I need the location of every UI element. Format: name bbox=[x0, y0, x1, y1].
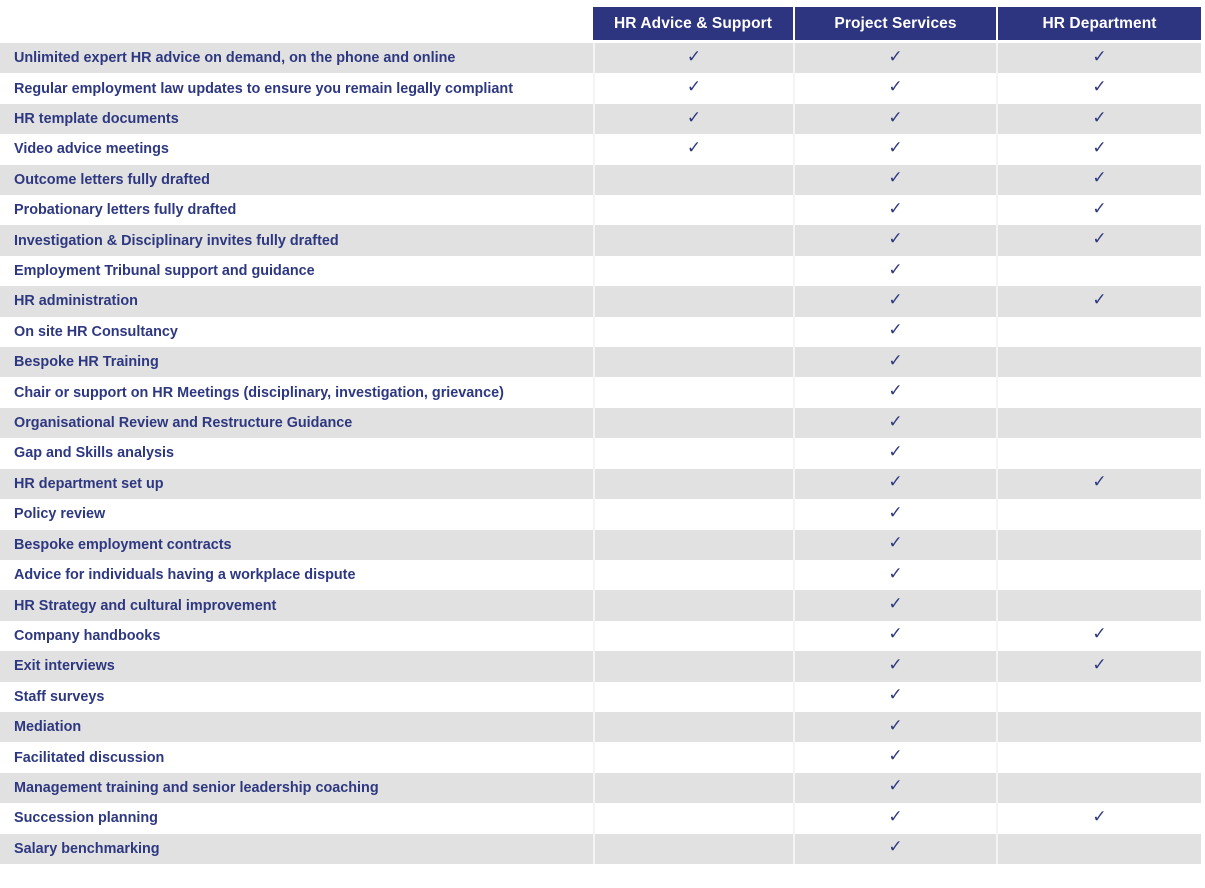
row-feature-label: HR Strategy and cultural improvement bbox=[14, 597, 277, 614]
cell-project-services bbox=[793, 742, 996, 772]
cell-hr-department bbox=[996, 347, 1201, 377]
check-icon: ✓ bbox=[888, 441, 903, 462]
table-row bbox=[0, 834, 1201, 864]
row-feature-label: Gap and Skills analysis bbox=[14, 445, 174, 462]
check-icon: ✓ bbox=[1092, 77, 1107, 98]
table-row bbox=[0, 590, 1201, 620]
row-feature-label: Organisational Review and Restructure Guidance bbox=[14, 415, 353, 432]
check-icon: ✓ bbox=[888, 746, 903, 767]
table-row bbox=[0, 712, 1201, 742]
cell-project-services bbox=[793, 43, 996, 73]
cell-project-services bbox=[793, 195, 996, 225]
check-icon: ✓ bbox=[888, 229, 903, 250]
check-icon: ✓ bbox=[1092, 168, 1107, 189]
row-feature-label: Probationary letters fully drafted bbox=[14, 202, 237, 219]
cell-hr-department bbox=[996, 438, 1201, 468]
check-icon: ✓ bbox=[888, 715, 903, 736]
row-feature-label: Regular employment law updates to ensure you remain legally compliant bbox=[14, 80, 513, 97]
check-icon: ✓ bbox=[888, 46, 903, 67]
check-icon: ✓ bbox=[686, 46, 702, 67]
row-feature-label: Succession planning bbox=[14, 810, 158, 827]
table-row bbox=[0, 469, 1201, 499]
cell-project-services bbox=[793, 834, 996, 864]
cell-hr-department bbox=[996, 651, 1201, 681]
cell-hr-department bbox=[996, 560, 1201, 590]
cell-hr-advice-support bbox=[593, 651, 793, 681]
check-icon: ✓ bbox=[888, 320, 903, 341]
cell-hr-department bbox=[996, 499, 1201, 529]
row-feature-label: Unlimited expert HR advice on demand, on the phone and online bbox=[14, 50, 456, 67]
check-icon: ✓ bbox=[1092, 806, 1107, 827]
cell-hr-advice-support bbox=[593, 286, 793, 316]
table-row bbox=[0, 621, 1201, 651]
check-icon: ✓ bbox=[1092, 289, 1107, 310]
cell-hr-advice-support bbox=[593, 134, 793, 164]
cell-hr-advice-support bbox=[593, 834, 793, 864]
cell-hr-department bbox=[996, 225, 1201, 255]
row-feature-label: Video advice meetings bbox=[14, 141, 169, 158]
cell-hr-advice-support bbox=[593, 560, 793, 590]
table-row bbox=[0, 438, 1201, 468]
cell-hr-advice-support bbox=[593, 590, 793, 620]
table-row bbox=[0, 742, 1201, 772]
table-header-row bbox=[593, 7, 1201, 40]
cell-hr-department bbox=[996, 165, 1201, 195]
row-feature-label: Outcome letters fully drafted bbox=[14, 171, 210, 188]
cell-project-services bbox=[793, 408, 996, 438]
check-icon: ✓ bbox=[1092, 107, 1107, 128]
table-row bbox=[0, 43, 1201, 73]
row-feature-label: Salary benchmarking bbox=[14, 840, 160, 857]
cell-hr-department bbox=[996, 43, 1201, 73]
cell-hr-department bbox=[996, 104, 1201, 134]
row-feature-label: Bespoke employment contracts bbox=[14, 536, 232, 553]
row-feature-label: HR template documents bbox=[14, 111, 179, 128]
cell-project-services bbox=[793, 773, 996, 803]
check-icon: ✓ bbox=[888, 381, 903, 402]
cell-hr-department bbox=[996, 621, 1201, 651]
table-row bbox=[0, 104, 1201, 134]
cell-project-services bbox=[793, 560, 996, 590]
row-feature-label: Company handbooks bbox=[14, 627, 161, 644]
cell-hr-advice-support bbox=[593, 803, 793, 833]
cell-project-services bbox=[793, 590, 996, 620]
check-icon: ✓ bbox=[888, 776, 903, 797]
cell-hr-advice-support bbox=[593, 256, 793, 286]
cell-hr-advice-support bbox=[593, 43, 793, 73]
row-feature-label: HR department set up bbox=[14, 475, 164, 492]
cell-hr-advice-support bbox=[593, 742, 793, 772]
row-feature-label: HR administration bbox=[14, 293, 138, 310]
check-icon: ✓ bbox=[1092, 137, 1107, 158]
cell-hr-department bbox=[996, 834, 1201, 864]
check-icon: ✓ bbox=[888, 685, 903, 706]
check-icon: ✓ bbox=[888, 198, 903, 219]
table-row bbox=[0, 225, 1201, 255]
row-feature-label: Mediation bbox=[14, 719, 82, 736]
check-icon: ✓ bbox=[888, 259, 903, 280]
row-feature-label: Investigation & Disciplinary invites fully drafted bbox=[14, 232, 339, 249]
check-icon: ✓ bbox=[888, 137, 903, 158]
cell-hr-department bbox=[996, 134, 1201, 164]
cell-hr-department bbox=[996, 73, 1201, 103]
cell-hr-advice-support bbox=[593, 347, 793, 377]
check-icon: ✓ bbox=[888, 624, 903, 645]
cell-hr-advice-support bbox=[593, 499, 793, 529]
cell-project-services bbox=[793, 530, 996, 560]
check-icon: ✓ bbox=[888, 107, 903, 128]
check-icon: ✓ bbox=[888, 411, 903, 432]
cell-hr-advice-support bbox=[593, 530, 793, 560]
column-header-project-services: Project Services bbox=[793, 7, 996, 40]
cell-hr-department bbox=[996, 742, 1201, 772]
row-feature-label: Employment Tribunal support and guidance bbox=[14, 263, 315, 280]
check-icon: ✓ bbox=[1092, 198, 1107, 219]
table-row bbox=[0, 408, 1201, 438]
cell-project-services bbox=[793, 712, 996, 742]
check-icon: ✓ bbox=[1092, 472, 1107, 493]
check-icon: ✓ bbox=[1092, 229, 1107, 250]
table-row bbox=[0, 377, 1201, 407]
cell-hr-advice-support bbox=[593, 773, 793, 803]
cell-hr-department bbox=[996, 408, 1201, 438]
row-feature-label: Chair or support on HR Meetings (disciplinary, investigation, grievance) bbox=[14, 384, 504, 401]
cell-project-services bbox=[793, 347, 996, 377]
table-row bbox=[0, 803, 1201, 833]
cell-project-services bbox=[793, 165, 996, 195]
cell-hr-advice-support bbox=[593, 225, 793, 255]
cell-hr-advice-support bbox=[593, 469, 793, 499]
row-feature-label: Exit interviews bbox=[14, 658, 115, 675]
cell-hr-department bbox=[996, 286, 1201, 316]
check-icon: ✓ bbox=[1092, 624, 1107, 645]
cell-hr-department bbox=[996, 377, 1201, 407]
row-feature-label: Management training and senior leadership coaching bbox=[14, 779, 379, 796]
cell-hr-advice-support bbox=[593, 438, 793, 468]
cell-hr-advice-support bbox=[593, 73, 793, 103]
cell-hr-department bbox=[996, 530, 1201, 560]
check-icon: ✓ bbox=[888, 472, 903, 493]
cell-hr-department bbox=[996, 773, 1201, 803]
table-row bbox=[0, 773, 1201, 803]
cell-hr-advice-support bbox=[593, 712, 793, 742]
row-feature-label: Facilitated discussion bbox=[14, 749, 165, 766]
cell-hr-department bbox=[996, 590, 1201, 620]
column-header-hr-advice-support: HR Advice & Support bbox=[613, 14, 773, 32]
table-row bbox=[0, 560, 1201, 590]
cell-project-services bbox=[793, 438, 996, 468]
column-header-hr-department: HR Department bbox=[996, 7, 1201, 40]
cell-project-services bbox=[793, 621, 996, 651]
table-row bbox=[0, 286, 1201, 316]
table-row bbox=[0, 530, 1201, 560]
table-row bbox=[0, 256, 1201, 286]
row-feature-label: Bespoke HR Training bbox=[14, 354, 159, 371]
cell-hr-advice-support bbox=[593, 408, 793, 438]
cell-hr-advice-support bbox=[593, 682, 793, 712]
cell-project-services bbox=[793, 499, 996, 529]
row-feature-label: Staff surveys bbox=[14, 688, 105, 705]
cell-hr-department bbox=[996, 712, 1201, 742]
cell-hr-department bbox=[996, 195, 1201, 225]
cell-project-services bbox=[793, 134, 996, 164]
check-icon: ✓ bbox=[888, 563, 903, 584]
table-row bbox=[0, 73, 1201, 103]
table-row bbox=[0, 195, 1201, 225]
check-icon: ✓ bbox=[1092, 654, 1107, 675]
cell-hr-department bbox=[996, 682, 1201, 712]
cell-hr-advice-support bbox=[593, 621, 793, 651]
check-icon: ✓ bbox=[888, 502, 903, 523]
cell-hr-advice-support bbox=[593, 377, 793, 407]
cell-hr-advice-support bbox=[593, 104, 793, 134]
cell-hr-department bbox=[996, 469, 1201, 499]
check-icon: ✓ bbox=[888, 350, 903, 371]
cell-project-services bbox=[793, 651, 996, 681]
check-icon: ✓ bbox=[888, 837, 903, 858]
table-row bbox=[0, 499, 1201, 529]
check-icon: ✓ bbox=[1092, 46, 1107, 67]
table-row bbox=[0, 651, 1201, 681]
check-icon: ✓ bbox=[888, 77, 903, 98]
row-feature-label: On site HR Consultancy bbox=[14, 323, 178, 340]
check-icon: ✓ bbox=[888, 533, 903, 554]
check-icon: ✓ bbox=[888, 594, 903, 615]
cell-project-services bbox=[793, 469, 996, 499]
cell-project-services bbox=[793, 803, 996, 833]
check-icon: ✓ bbox=[686, 137, 702, 158]
cell-hr-advice-support bbox=[593, 165, 793, 195]
cell-hr-department bbox=[996, 803, 1201, 833]
check-icon: ✓ bbox=[686, 77, 702, 98]
row-feature-label: Policy review bbox=[14, 506, 106, 523]
check-icon: ✓ bbox=[686, 107, 702, 128]
check-icon: ✓ bbox=[888, 806, 903, 827]
check-icon: ✓ bbox=[888, 168, 903, 189]
table-row bbox=[0, 134, 1201, 164]
cell-project-services bbox=[793, 73, 996, 103]
cell-hr-department bbox=[996, 256, 1201, 286]
row-feature-label: Advice for individuals having a workplace dispute bbox=[14, 567, 356, 584]
cell-project-services bbox=[793, 256, 996, 286]
table-row bbox=[0, 682, 1201, 712]
cell-project-services bbox=[793, 682, 996, 712]
table-body bbox=[0, 43, 1201, 864]
cell-hr-advice-support bbox=[593, 195, 793, 225]
table-row bbox=[0, 347, 1201, 377]
table-row bbox=[0, 317, 1201, 347]
table-row bbox=[0, 165, 1201, 195]
cell-project-services bbox=[793, 286, 996, 316]
cell-project-services bbox=[793, 317, 996, 347]
check-icon: ✓ bbox=[888, 654, 903, 675]
cell-project-services bbox=[793, 377, 996, 407]
cell-project-services bbox=[793, 225, 996, 255]
cell-hr-advice-support bbox=[593, 317, 793, 347]
cell-project-services bbox=[793, 104, 996, 134]
cell-hr-department bbox=[996, 317, 1201, 347]
check-icon: ✓ bbox=[888, 289, 903, 310]
